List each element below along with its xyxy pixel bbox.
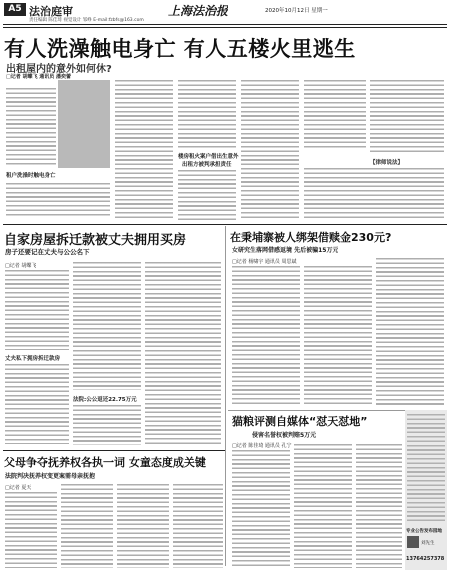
article1-editor-note-label: 【律师说法】 bbox=[370, 160, 404, 166]
date-line: 2020年10月12日 星期一 bbox=[265, 8, 328, 14]
article3-subhead: 女研究生落网借感返境 先后被骗15万元 bbox=[232, 247, 339, 254]
section-logo: A5 bbox=[4, 3, 26, 16]
article3-col3-text bbox=[376, 258, 444, 406]
masthead-rule bbox=[3, 24, 447, 25]
article2-headline: 自家房屋拆迁款被丈夫拥用买房 bbox=[4, 233, 187, 248]
article1-inner-heading: 租户洗澡时触电身亡 bbox=[6, 173, 56, 179]
article5-byline: □记者 夏天 bbox=[5, 485, 32, 491]
article4-subhead: 侵害名誉权被判赔5万元 bbox=[252, 432, 317, 439]
article1-col1-text-2 bbox=[6, 183, 110, 217]
article4-col3-text bbox=[356, 444, 402, 568]
article1-headline: 有人洗澡触电身亡 有人五楼火里逃生 bbox=[4, 37, 356, 61]
article4-byline: □记者 陈佳琦 通讯员 孔宁 bbox=[232, 443, 292, 449]
article4-col2-text bbox=[294, 444, 352, 568]
paper-name: 上海法治报 bbox=[168, 4, 229, 18]
classified-sidebar-text bbox=[407, 414, 445, 524]
article3-col1-text bbox=[232, 266, 300, 406]
sidebar-contact: 刘先生 bbox=[421, 541, 435, 546]
article5-subhead: 法院判决抚养权变更案需母亲抚抱 bbox=[5, 473, 96, 480]
article1-col6-text-2 bbox=[304, 168, 444, 220]
article5-headline: 父母争夺抚养权各执一词 女童态度成关键 bbox=[4, 456, 206, 469]
sidebar-phone: 13764257378 bbox=[406, 556, 445, 562]
article4-headline: 猫粮评测自媒体“怼天怼地” bbox=[232, 415, 368, 428]
article1-col3-text-2 bbox=[178, 170, 236, 220]
masthead-rule-2 bbox=[3, 27, 447, 28]
article5-col2-text bbox=[61, 484, 113, 568]
article2-byline: □记者 胡蝶飞 bbox=[5, 263, 37, 269]
article5-col1-text bbox=[5, 492, 57, 568]
article1-col4-text bbox=[241, 80, 299, 220]
article2-subhead: 房子还要记在丈夫与公公名下 bbox=[5, 248, 90, 256]
article3-col2-text bbox=[304, 266, 372, 406]
article5-col3-text bbox=[117, 484, 169, 568]
article2-col2-text bbox=[73, 262, 141, 390]
sidebar-label: 专业公告发布园地 bbox=[406, 529, 442, 534]
article1-side-heading-2: 出租方被判承担责任 bbox=[182, 162, 232, 168]
article1-side-heading: 楼房租火案户借出生意外 bbox=[178, 154, 239, 160]
article1-col3-text bbox=[178, 80, 236, 148]
article1-subhead: 出租屋内的意外如何休? bbox=[6, 64, 112, 75]
article1-col2-text bbox=[115, 80, 173, 220]
article2-col2-text-2 bbox=[73, 405, 141, 445]
article2-result-line: 法院:公公返还22.75万元 bbox=[73, 397, 137, 403]
article5-col4-text bbox=[173, 484, 223, 568]
editor-line: 责任编辑 陈佳琦 视觉设计 邹峥 E-mail:fzbfs@163.com bbox=[29, 18, 144, 23]
article4-col1-text bbox=[232, 450, 290, 568]
article1-byline: □记者 胡蝶飞 通讯员 潘奕蕾 bbox=[6, 74, 71, 80]
article3-byline: □记者 杨啸宇 通讯员 周思斌 bbox=[232, 259, 297, 265]
article1-col6-text bbox=[370, 80, 444, 154]
article2-inner-heading: 丈夫私下拥房拆迁款房 bbox=[5, 356, 61, 362]
article2-col3-text bbox=[145, 262, 221, 445]
section-divider-2 bbox=[3, 450, 225, 451]
article1-photo bbox=[58, 80, 110, 168]
article1-col5-text bbox=[304, 80, 366, 150]
column-divider bbox=[225, 226, 226, 566]
section-title: 法治庭审 bbox=[29, 5, 73, 18]
sidebar-qr bbox=[407, 536, 419, 548]
section-divider-1 bbox=[3, 224, 447, 225]
article3-headline: 在秉埔寨被人绑架借赎金230元? bbox=[230, 231, 392, 244]
article1-col1-text bbox=[6, 88, 56, 166]
article2-col1-text-2 bbox=[5, 364, 69, 444]
article2-col1-text bbox=[5, 270, 69, 350]
